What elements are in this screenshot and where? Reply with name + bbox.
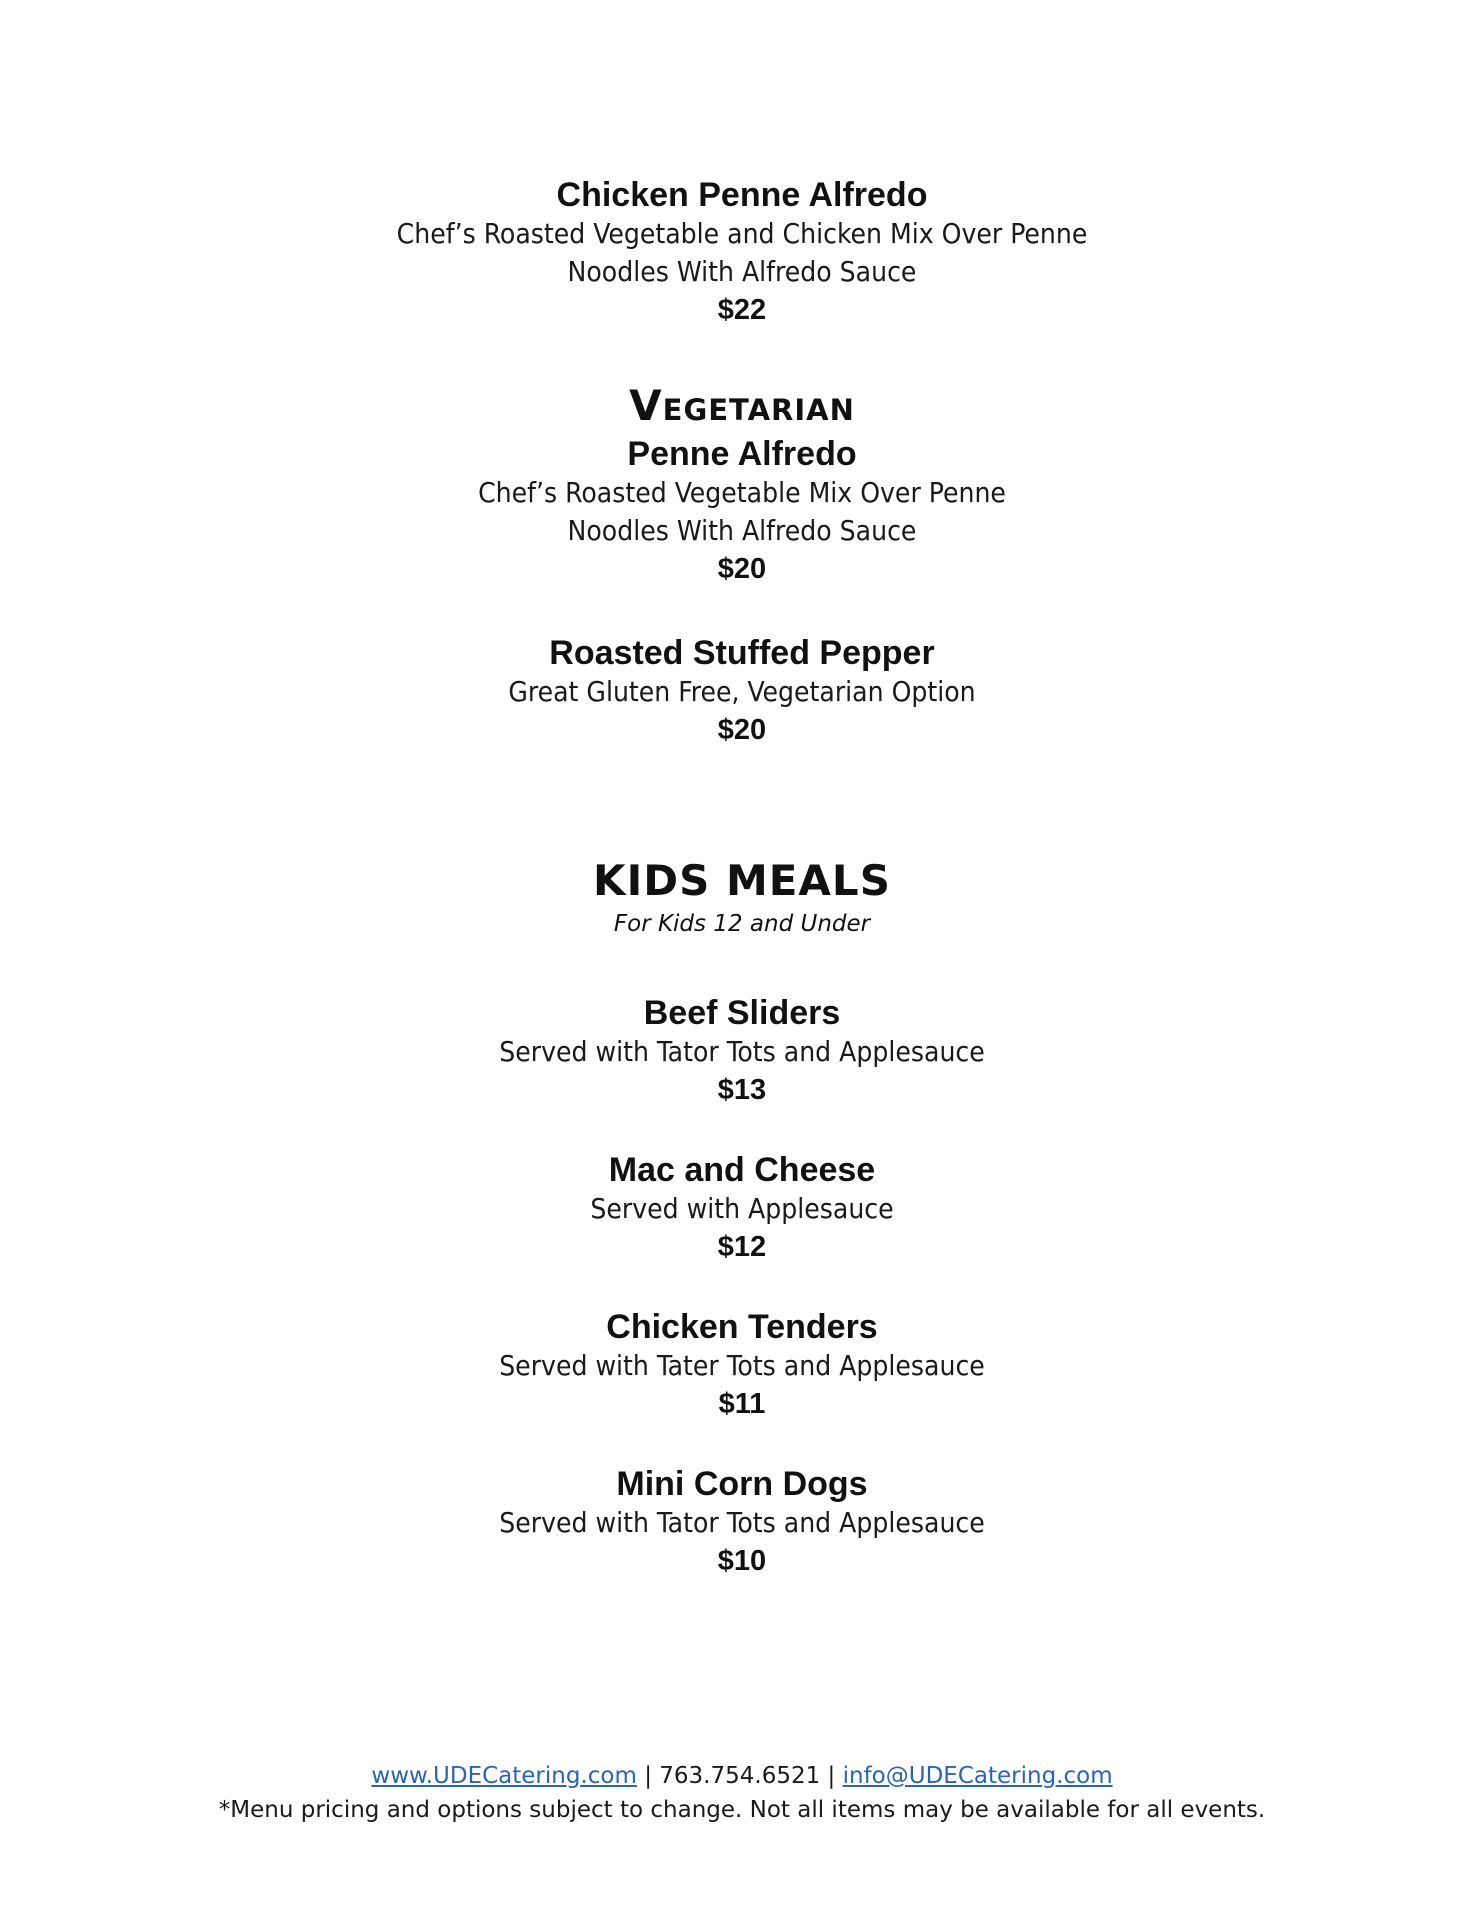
menu-item-chicken-tenders: [0, 1307, 1484, 1423]
item-price: $20: [717, 714, 767, 746]
item-description: Chef’s Roasted Vegetable Mix Over Penne: [478, 476, 1006, 509]
section-subheading: For Kids 12 and Under: [613, 911, 871, 937]
phone-number: 763.754.6521: [659, 1763, 821, 1789]
menu-item-roasted-stuffed-pepper: [0, 633, 1484, 749]
item-price: $10: [717, 1545, 767, 1577]
item-name: Mini Corn Dogs: [616, 1465, 868, 1503]
item-price: $22: [717, 294, 767, 326]
item-name: Chicken Penne Alfredo: [556, 176, 928, 214]
item-name: Beef Sliders: [643, 994, 841, 1032]
section-heading: Vegetarian: [629, 381, 855, 430]
menu-item-mac-and-cheese: [0, 1150, 1484, 1266]
item-name: Chicken Tenders: [606, 1308, 878, 1346]
item-price: $13: [717, 1074, 767, 1106]
item-description: Served with Tator Tots and Applesauce: [499, 1506, 985, 1539]
item-name: Penne Alfredo: [627, 435, 857, 473]
item-name: Mac and Cheese: [608, 1151, 876, 1189]
separator: |: [820, 1763, 843, 1789]
disclaimer: *Menu pricing and options subject to change. Not all items may be available for all events.: [218, 1797, 1266, 1823]
separator: |: [636, 1763, 660, 1789]
item-price: $11: [718, 1388, 766, 1420]
contact-line: [0, 1760, 1484, 1792]
item-description: Noodles With Alfredo Sauce: [567, 514, 917, 547]
item-price: $12: [717, 1231, 767, 1263]
section-vegetarian: [0, 382, 1484, 430]
website-link[interactable]: www.UDECatering.com: [371, 1763, 637, 1789]
menu-item-beef-sliders: [0, 993, 1484, 1109]
item-description: Served with Applesauce: [590, 1192, 894, 1225]
item-description: Chef’s Roasted Vegetable and Chicken Mix Over Penne: [396, 217, 1088, 250]
item-name: Roasted Stuffed Pepper: [549, 634, 935, 672]
item-description: Great Gluten Free, Vegetarian Option: [508, 675, 976, 708]
item-description: Noodles With Alfredo Sauce: [567, 255, 917, 288]
item-description: Served with Tator Tots and Applesauce: [499, 1035, 985, 1068]
item-description: Served with Tater Tots and Applesauce: [499, 1349, 985, 1382]
menu-item-chicken-penne-alfredo: [0, 175, 1484, 329]
menu-item-penne-alfredo: [0, 434, 1484, 588]
section-kids-meals: [0, 857, 1484, 939]
item-price: $20: [717, 553, 767, 585]
menu-item-mini-corn-dogs: [0, 1464, 1484, 1580]
section-heading: KIDS MEALS: [593, 856, 891, 905]
email-link[interactable]: info@UDECatering.com: [842, 1763, 1113, 1789]
footer: [0, 1760, 1484, 1826]
